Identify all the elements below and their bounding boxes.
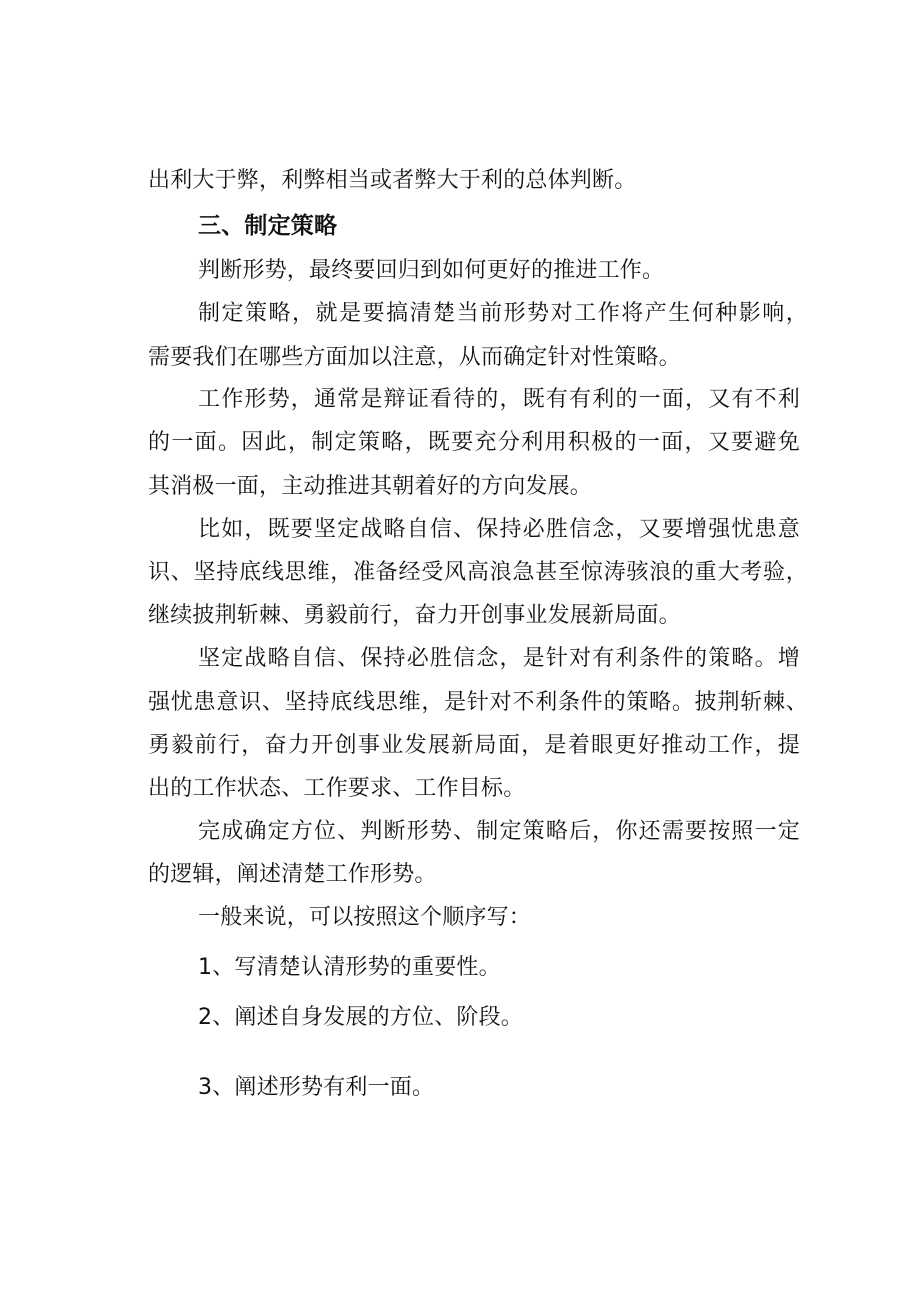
paragraph-line: 坚定战略自信、保持必胜信念，是针对有利条件的策略。增 [198, 646, 800, 671]
paragraph-line: 其消极一面，主动推进其朝着好的方向发展。 [148, 474, 593, 499]
paragraph-line: 勇毅前行，奋力开创事业发展新局面，是着眼更好推动工作，提 [148, 733, 800, 758]
list-item: 1、写清楚认清形势的重要性。 [198, 955, 501, 980]
paragraph-line: 完成确定方位、判断形势、制定策略后，你还需要按照一定 [198, 819, 800, 844]
paragraph-line: 一般来说，可以按照这个顺序写： [198, 905, 532, 930]
paragraph-line: 出的工作状态、工作要求、工作目标。 [148, 776, 526, 801]
paragraph-line: 继续披荆斩棘、勇毅前行，奋力开创事业发展新局面。 [148, 603, 681, 628]
list-item: 2、阐述自身发展的方位、阶段。 [198, 1005, 523, 1030]
list-item: 3、阐述形势有利一面。 [198, 1075, 435, 1100]
paragraph-line: 判断形势，最终要回归到如何更好的推进工作。 [198, 258, 665, 283]
paragraph-line: 制定策略，就是要搞清楚当前形势对工作将产生何种影响， [198, 301, 808, 326]
paragraph-line: 需要我们在哪些方面加以注意，从而确定针对性策略。 [148, 345, 681, 370]
paragraph-line: 比如，既要坚定战略自信、保持必胜信念，又要增强忧患意 [198, 517, 800, 542]
paragraph-line: 强忧患意识、坚持底线思维，是针对不利条件的策略。披荆斩棘、 [148, 690, 808, 715]
paragraph-line: 识、坚持底线思维，准备经受风高浪急甚至惊涛骇浪的重大考验， [148, 560, 808, 585]
section-heading: 三、制定策略 [198, 213, 338, 239]
paragraph-line: 的一面。因此，制定策略，既要充分利用积极的一面，又要避免 [148, 430, 800, 455]
paragraph-line: 的逻辑，阐述清楚工作形势。 [148, 862, 437, 887]
paragraph-line: 工作形势，通常是辩证看待的，既有有利的一面，又有不利 [198, 387, 800, 412]
paragraph-line: 出利大于弊，利弊相当或者弊大于利的总体判断。 [148, 168, 637, 193]
